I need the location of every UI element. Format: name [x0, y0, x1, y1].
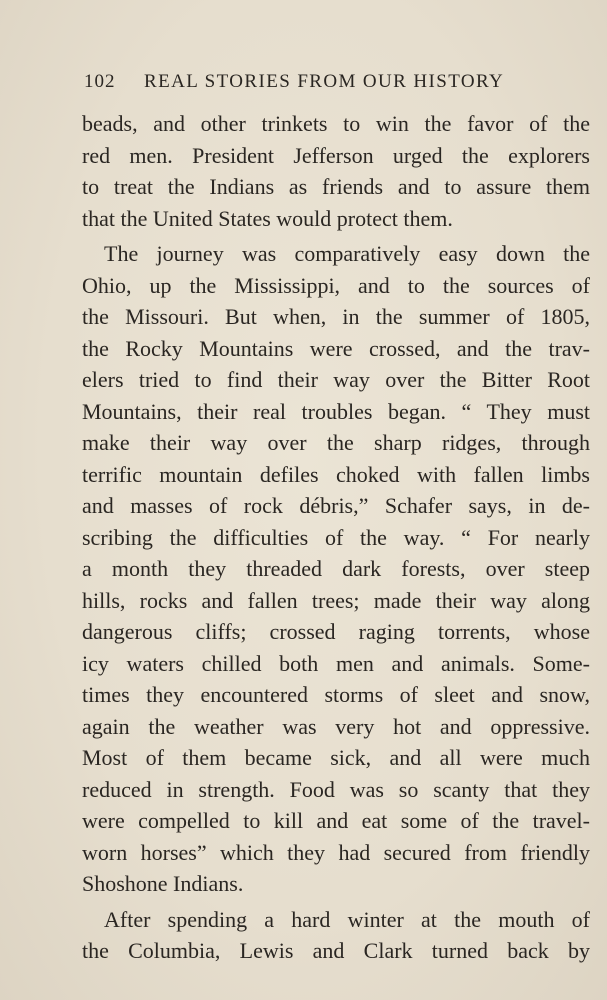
text-line: The journey was comparatively easy down the — [104, 241, 590, 266]
running-head: REAL STORIES FROM OUR HISTORY — [144, 71, 505, 92]
text-line: beads, and other trinkets to win the favor of the — [82, 111, 590, 136]
text-line: terrific mountain defiles choked with fallen limbs — [82, 461, 590, 487]
text-line: reduced in strength. Food was so scanty that they — [82, 776, 590, 802]
text-line: icy waters chilled both men and animals. Some- — [82, 650, 590, 676]
text-line: worn horses” which they had secured from friendly — [82, 839, 590, 865]
text-line: Ohio, up the Mississippi, and to the sources of — [82, 272, 590, 298]
page-number: 102 — [84, 71, 116, 92]
text-line: red men. President Jefferson urged the explorers — [82, 142, 590, 168]
text-line: hills, rocks and fallen trees; made their way along — [82, 587, 590, 613]
text-line: After spending a hard winter at the mouth of — [104, 906, 590, 932]
text-line: that the United States would protect them. — [82, 205, 453, 231]
text-line: the Columbia, Lewis and Clark turned back by — [82, 938, 590, 963]
text-line: a month they threaded dark forests, over steep — [82, 556, 590, 581]
text-line: Most of them became sick, and all were much — [82, 745, 590, 770]
text-line: Shoshone Indians. — [82, 871, 244, 896]
text-line: again the weather was very hot and oppressive. — [82, 713, 590, 739]
body-text — [82, 108, 590, 967]
text-line: times they encountered storms of sleet and snow, — [82, 682, 590, 707]
text-line: elers tried to find their way over the Bitter Root — [82, 367, 590, 392]
text-line: the Missouri. But when, in the summer of 1805, — [82, 304, 590, 329]
text-line: the Rocky Mountains were crossed, and the trav- — [82, 335, 590, 361]
page-header — [84, 66, 556, 98]
text-line: were compelled to kill and eat some of the travel- — [82, 808, 590, 833]
text-line: make their way over the sharp ridges, through — [82, 430, 590, 455]
text-line: scribing the difficulties of the way. “ For nearly — [82, 524, 590, 550]
text-line: and masses of rock débris,” Schafer says, in de- — [82, 493, 590, 518]
text-line: Mountains, their real troubles began. “ They must — [82, 398, 590, 424]
text-line: to treat the Indians as friends and to assure them — [82, 174, 590, 199]
text-line: dangerous cliffs; crossed raging torrents, whose — [82, 619, 590, 644]
